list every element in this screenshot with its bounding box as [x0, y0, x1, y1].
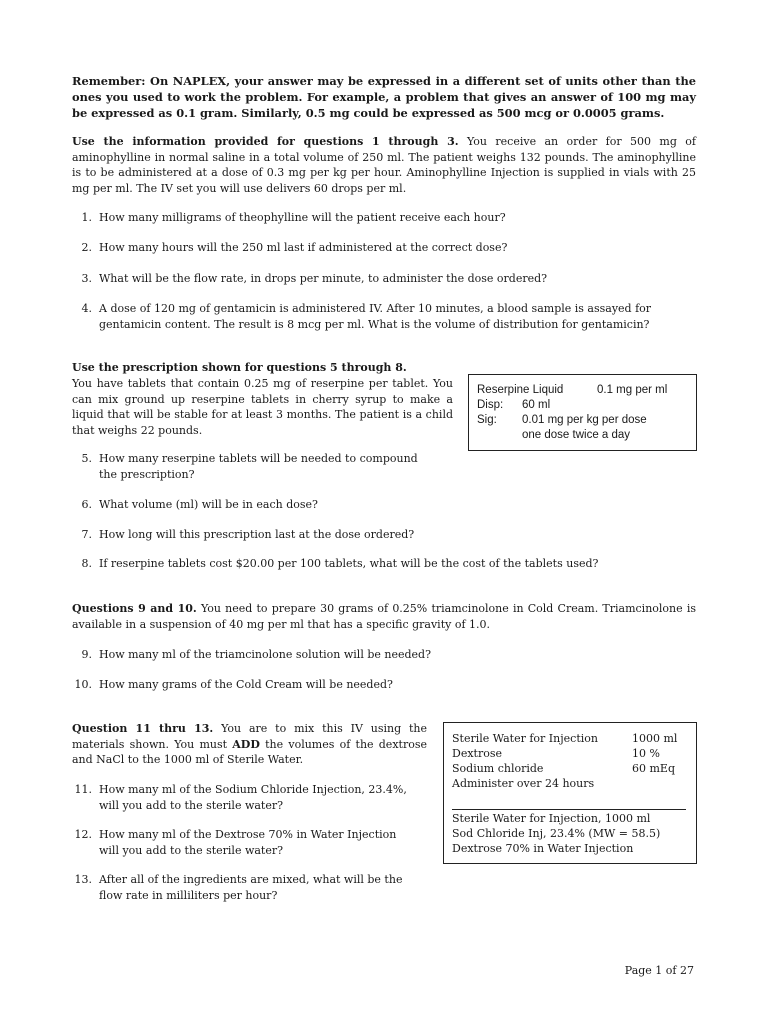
section-1-body: You receive an order for 500 mg of aminophylline in normal saline in a total volume of 250 ml. The patient weighs 132 pounds. The aminophylline is to be administered at a dose of 0.3 mg per kg per hour. Aminophylline Injection is supplied in vials with 25 mg per ml. The IV set you will use delivers 60 drops per ml. [72, 135, 696, 195]
section-4-body: You are to mix this IV using the materials shown. You must [72, 722, 428, 751]
section-4-intro [72, 721, 427, 768]
rx-drug-name: Reserpine Liquid [477, 384, 564, 396]
page-number: Page 1 of 27 [624, 964, 694, 977]
question-text: How many grams of the Cold Cream will be needed? [99, 678, 393, 691]
order-amount: 1000 ml [632, 732, 678, 745]
section-1-intro [72, 134, 696, 196]
rx-disp-value: 60 ml [522, 399, 551, 411]
rx-strength: 0.1 mg per ml [597, 384, 668, 396]
iv-order-box [443, 722, 697, 864]
question-line: flow rate in milliliters per hour? [99, 888, 278, 902]
question-number: 7. [81, 528, 92, 541]
section-2-heading: Use the prescription shown for questions 5 through 8. [72, 361, 407, 374]
question-number: 8. [81, 557, 92, 570]
question-number: 3. [81, 272, 92, 285]
question-number: 4. [81, 302, 92, 315]
question-number: 6. [81, 498, 92, 511]
order-item: Sodium chloride [452, 762, 544, 775]
question-number: 1. [81, 211, 92, 224]
section-4-heading: Question 11 thru 13. [72, 722, 214, 735]
question-text: How many ml of the triamcinolone solution will be needed? [99, 648, 431, 661]
section-3-intro [72, 601, 696, 632]
question-number: 9. [81, 648, 92, 661]
question-text [99, 782, 439, 813]
question-line: How many ml of the Sodium Chloride Injection, 23.4%, [99, 783, 407, 796]
question-line: the prescription? [99, 467, 195, 481]
order-item: Administer over 24 hours [452, 777, 595, 790]
question-line: A dose of 120 mg of gentamicin is administered IV. After 10 minutes, a blood sample is assayed for [99, 302, 652, 315]
question-number: 5. [81, 452, 92, 465]
question-text [99, 872, 439, 903]
question-text: How long will this prescription last at the dose ordered? [99, 528, 415, 541]
order-amount: 10 % [632, 747, 660, 760]
question-text [99, 827, 439, 858]
question-text: If reserpine tablets cost $20.00 per 100 tablets, what will be the cost of the tablets used? [99, 557, 599, 570]
section-3-body: You need to prepare 30 grams of 0.25% triamcinolone in Cold Cream. Triamcinolone is available in a suspension of 40 mg per ml that has a specific gravity of 1.0. [72, 602, 696, 631]
question-text: What volume (ml) will be in each dose? [99, 498, 318, 511]
section-4-add-emphasis: ADD [232, 737, 260, 751]
section-1-heading: Use the information provided for questions 1 through 3. [72, 135, 459, 148]
question-line: will you add to the sterile water? [99, 798, 284, 812]
rx-sig-line: 0.01 mg per kg per dose [522, 414, 647, 426]
question-number: 2. [81, 241, 92, 254]
order-item: Sterile Water for Injection [452, 732, 598, 745]
box-divider [452, 809, 686, 810]
question-line: How many ml of the Dextrose 70% in Water Injection [99, 828, 397, 841]
section-3-heading: Questions 9 and 10. [72, 602, 197, 615]
rx-disp-label: Disp: [477, 399, 504, 411]
question-number: 10. [74, 678, 92, 691]
question-number: 11. [74, 783, 92, 796]
question-line: How many reserpine tablets will be needed to compound [99, 452, 418, 465]
question-text: How many milligrams of theophylline will the patient receive each hour? [99, 211, 506, 224]
question-line: After all of the ingredients are mixed, what will be the [99, 873, 403, 886]
naplex-reminder: Remember: On NAPLEX, your answer may be expressed in a different set of units other than the ones you used to work the problem. For example, a problem that gives an answer of 100 mg may be expressed as 0.1 gram. Similarly, 0.5 mg could be expressed as 500 mcg or 0.0005 grams. [72, 74, 696, 120]
question-text [99, 451, 479, 482]
section-4-body: the volumes of the dextrose and NaCl to the 1000 ml of Sterile Water. [72, 737, 427, 766]
order-item: Dextrose [452, 747, 502, 760]
question-line: gentamicin content. The result is 8 mcg per ml. What is the volume of distribution for gentamicin? [99, 317, 650, 331]
question-text [99, 301, 699, 332]
rx-sig-label: Sig: [477, 414, 497, 426]
question-text: How many hours will the 250 ml last if administered at the correct dose? [99, 241, 508, 254]
rx-sig-line: one dose twice a day [522, 429, 631, 441]
question-number: 13. [74, 873, 92, 886]
question-text: What will be the flow rate, in drops per minute, to administer the dose ordered? [99, 272, 548, 285]
material-item: Dextrose 70% in Water Injection [452, 842, 634, 855]
section-2-body: You have tablets that contain 0.25 mg of reserpine per tablet. You can mix ground up reserpine tablets in cherry syrup to make a liquid that will be stable for at least 3 months. The patient is a child that weighs 22 pounds. [72, 377, 453, 437]
question-line: will you add to the sterile water? [99, 843, 284, 857]
question-number: 12. [74, 828, 92, 841]
material-item: Sod Chloride Inj, 23.4% (MW = 58.5) [452, 827, 661, 840]
order-amount: 60 mEq [632, 762, 675, 775]
material-item: Sterile Water for Injection, 1000 ml [452, 812, 651, 825]
prescription-box [468, 374, 697, 451]
